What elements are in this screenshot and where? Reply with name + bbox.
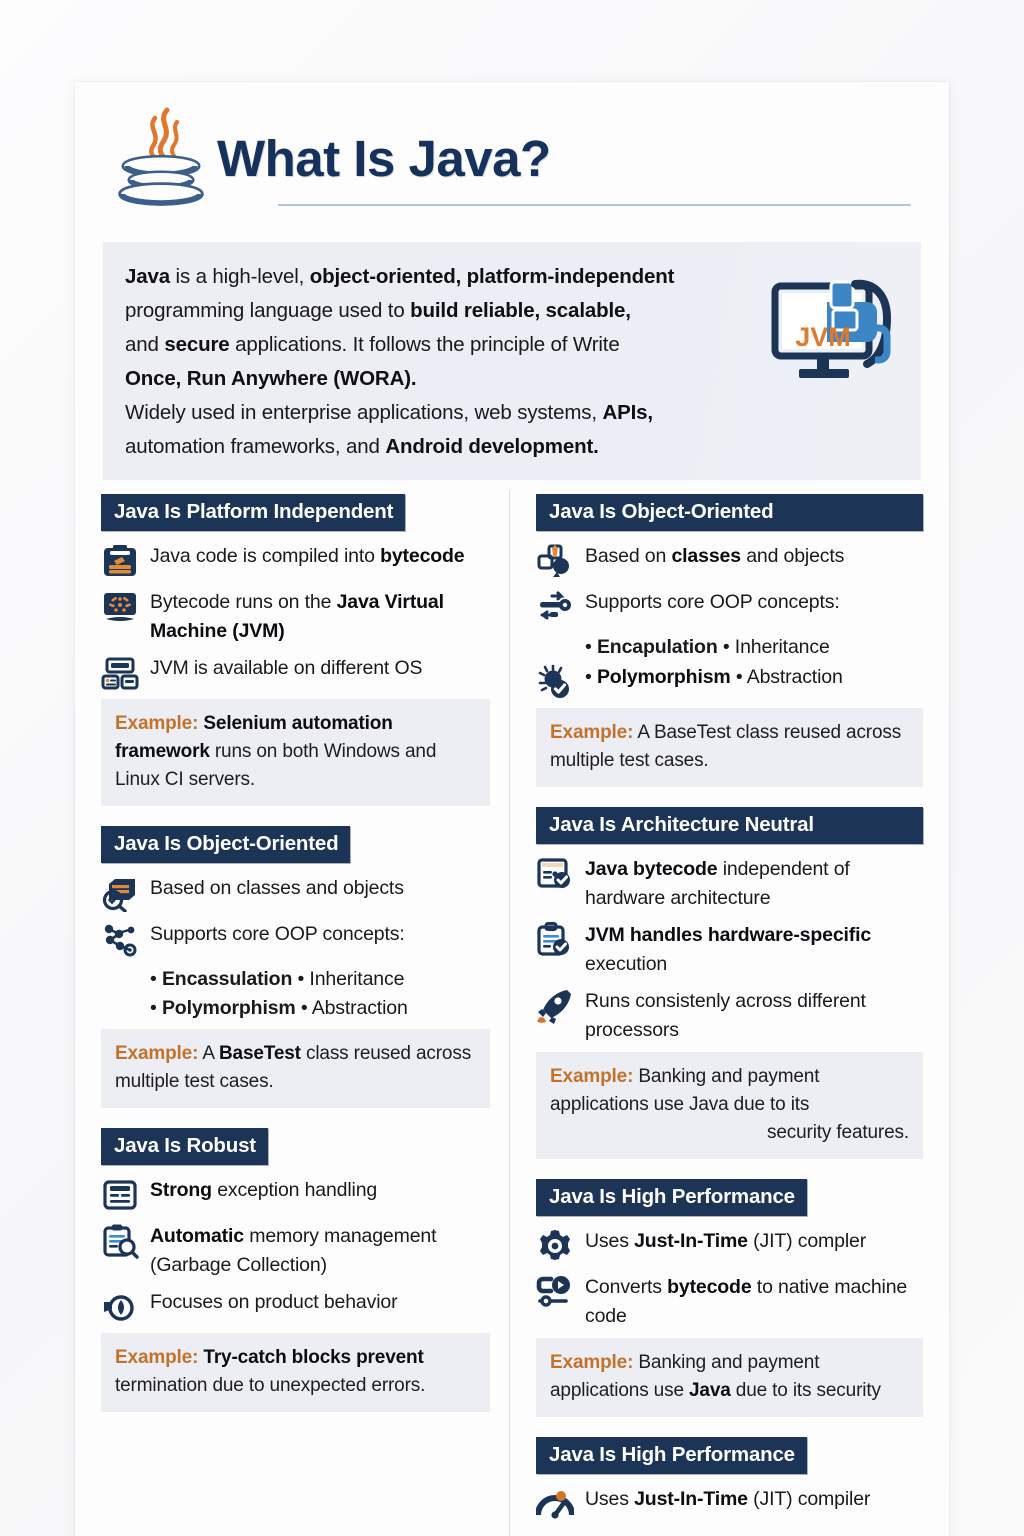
section-object-oriented-right [536,494,923,787]
list-item [536,1272,923,1331]
example-label: Example: [550,1066,634,1087]
example-box [536,708,923,787]
section-high-performance [536,1179,923,1417]
example-label: Example: [115,1043,199,1064]
section-platform-independent [101,494,490,806]
section-title: Java Is High Performance [536,1179,807,1216]
server-os-icon [101,654,139,692]
example-text: Selenium automation framework runs on both Windows and Linux CI servers. [115,713,437,790]
bullet-list [536,541,923,701]
list-item [101,1287,490,1326]
example-box [101,1029,490,1108]
section-title: Java Is Platform Independent [101,494,405,531]
target-focus-icon [101,1288,139,1326]
title-underline [278,204,911,206]
infographic-card [75,82,949,1536]
list-item-text: Uses Just-In-Time (JIT) compler [585,1230,867,1252]
bullet-list [101,541,490,692]
list-item-text: Runs consistenly across different processors [585,990,866,1041]
list-item [536,1484,923,1523]
section-object-oriented-left [101,826,490,1108]
gear-icon [536,1227,574,1265]
transfer-arrow-icon [536,1273,574,1311]
page-title: What Is Java? [217,129,551,187]
example-text: Banking and payment applications use Java due to its [550,1066,820,1115]
section-architecture-neutral [536,807,923,1159]
list-item [101,587,490,646]
list-item [536,587,923,626]
intro-panel [103,242,921,480]
section-robust [101,1128,490,1412]
list-item [536,986,923,1045]
example-box [101,699,490,806]
bullet-list [536,1226,923,1331]
example-text: Try-catch blocks prevent termination due to unexpected errors. [115,1347,426,1396]
example-box [536,1052,923,1159]
list-item-text: Java code is compiled into bytecode [150,545,465,567]
monitor-runtime-icon [101,588,139,626]
section-title: Java Is Architecture Neutral [536,807,923,844]
list-item-text: Automatic memory management (Garbage Collection) [150,1225,437,1276]
section-title: Java Is Object-Oriented [101,826,350,863]
oop-concepts-row-2: • Polymorphism • Abstraction [150,997,408,1019]
section-title: Java Is Robust [101,1128,268,1165]
shapes-objects-icon [536,542,574,580]
section-high-performance-2 [536,1437,923,1523]
clipboard-check-icon [536,921,574,959]
list-item [536,541,923,580]
list-item [536,854,923,913]
node-network-icon [101,920,139,958]
list-item-text: Java bytecode independent of hardware architecture [585,858,850,909]
svg-text:JVM: JVM [795,322,851,352]
column-divider [509,490,510,1536]
example-text: Banking and payment applications use Java due to its security [550,1352,881,1401]
header [75,82,949,234]
example-label: Example: [115,713,199,734]
tools-wrench-icon [536,588,574,626]
clipboard-search-icon [101,1222,139,1260]
example-label: Example: [550,722,634,743]
rocket-icon [536,987,574,1025]
intro-paragraph: Java is a high-level, object-oriented, platform-independent programming language used to build reliable, scalable, and secure applications. It follows the principle of Write Once, Run Anywhere (WORA). Widely used in enterprise applications, web systems, APIs, automation frameworks, and Android development. [125,265,675,458]
file-check-icon [536,855,574,893]
example-box [101,1333,490,1412]
example-label: Example: [115,1347,199,1368]
section-title: Java Is Object-Oriented [536,494,923,531]
oop-concepts-row-2: • Polymorphism • Abstraction [585,666,843,688]
bullet-list [101,1175,490,1326]
list-item-text: JVM is available on different OS [150,657,423,679]
database-search-icon [101,874,139,912]
list-item [101,919,490,958]
list-item-text: Based on classes and objects [585,545,845,567]
list-item [101,541,490,580]
list-item [536,662,923,701]
content-columns [75,480,949,1536]
document-lines-icon [101,1176,139,1214]
list-item-text: Supports core OOP concepts: [150,923,405,945]
list-item-text: Converts bytecode to native machine code [585,1276,908,1327]
oop-concepts-row-1: • Encapulation • Inheritance [585,636,830,658]
list-item-text: JVM handles hardware-specific execution [585,924,872,975]
bullet-list [536,1484,923,1523]
list-item-text: Focuses on product behavior [150,1291,398,1313]
list-item [101,1221,490,1280]
list-item [536,920,923,979]
example-box [536,1338,923,1417]
list-item-text: Supports core OOP concepts: [585,591,840,613]
right-column [512,494,923,1536]
list-item-text: Based on classes and objects [150,877,404,899]
list-item-text: Bytecode runs on the Java Virtual Machine (JVM) [150,591,444,642]
example-text-trailing: security features. [767,1122,909,1143]
example-text: A BaseTest class reused across multiple test cases. [550,722,902,771]
java-coffee-cup-logo [113,104,209,208]
list-item [536,1226,923,1265]
oop-concepts-row-1: • Encassulation • Inheritance [150,968,405,990]
list-item [101,1175,490,1214]
speed-gauge-icon [536,1485,574,1523]
bullet-list [536,854,923,1045]
list-item [101,873,490,912]
list-item [101,653,490,692]
section-title: Java Is High Performance [536,1437,807,1474]
example-text: A BaseTest class reused across multiple test cases. [115,1043,472,1092]
badge-check-icon [536,663,574,701]
example-label: Example: [550,1352,634,1373]
list-item-text: Uses Just-In-Time (JIT) compiler [585,1488,871,1510]
bullet-list [101,873,490,1023]
toolbox-bytecode-icon [101,542,139,580]
jvm-monitor-icon [771,268,899,386]
list-item-text: Strong exception handling [150,1179,378,1201]
left-column [101,494,512,1536]
